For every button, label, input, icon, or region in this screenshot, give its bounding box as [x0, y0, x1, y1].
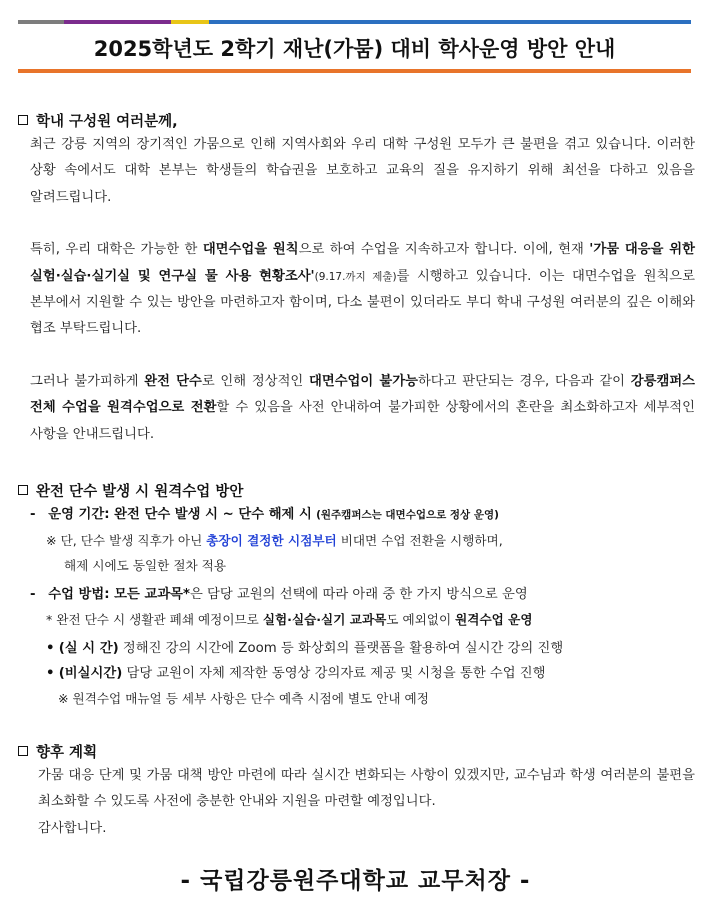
period-note-line-2: 해제 시에도 동일한 절차 적용: [64, 558, 226, 574]
top-bar-segment-gray: [18, 20, 64, 24]
top-bar-segment-yellow: [171, 20, 209, 24]
checkbox-square-icon: [18, 485, 28, 495]
text-run: 하다고 판단되는 경우, 다음과 같이: [417, 373, 631, 389]
section-heading-text: 학내 구성원 여러분께,: [36, 113, 178, 130]
highlight-blue-text: 총장이 결정한 시점부터: [206, 533, 337, 549]
bold-text: 원격수업 운영: [455, 612, 533, 628]
text-run: 특히, 우리 대학은 가능한 한: [30, 242, 203, 258]
section-heading-greeting: [18, 108, 696, 132]
method-note-line: [46, 607, 696, 632]
method-item-non-realtime: [46, 661, 696, 686]
method-item-label: (비실시간): [58, 666, 123, 682]
paragraph-future-plan: 가뭄 대응 단계 및 가뭄 대책 방안 마련에 따라 실시간 변화되는 사항이 있겠지만, 교수님과 학생 여러분의 불편을 최소화할 수 있도록 사전에 충분한 안내와 지원을 마련할 예정입니다.: [38, 768, 695, 810]
bold-text: 완전 단수: [144, 373, 202, 389]
checkbox-square-icon: [18, 746, 28, 756]
text-run: 비대면 수업 전환을 시행하며,: [336, 533, 503, 549]
class-method-label: 수업 방법: 모든 교과목*: [48, 587, 190, 603]
manual-note-line: ※ 원격수업 매뉴얼 등 세부 사항은 단수 예측 시점에 별도 안내 예정: [58, 691, 429, 707]
text-run: 으로 하여 수업을 지속하고자 합니다. 이에, 현재: [298, 242, 590, 258]
period-note-line: [46, 528, 696, 553]
text-run: 를 시행하고 있습니다. 이는 대면수업을 원칙으로 본부에서 지원할 수 있는 방안을 마련하고자 함이며, 다소 불편이 있더라도 부디 학내 구성원 여러분의 깊은 이해와 협조 부탁드립니다.: [30, 268, 695, 337]
text-run: 그러나 불가피하게: [30, 373, 145, 389]
operation-period-line: [30, 502, 696, 528]
method-item-realtime: [46, 636, 696, 661]
paragraph-face-to-face: [30, 237, 695, 343]
top-bar-segment-purple: [64, 20, 171, 24]
class-method-line: [30, 582, 696, 607]
dash-bullet: -: [30, 507, 36, 523]
survey-title-bold: '가뭄 대응을 위한 실험·실습·실기실 및 연구실 물 사용 현황조사': [30, 242, 696, 284]
text-run: 로 인해 정상적인: [201, 373, 310, 389]
note-mark: ※: [46, 533, 57, 549]
method-item-text: 담당 교원이 자체 제작한 동영상 강의자료 제공 및 시청을 통한 수업 진행: [122, 666, 546, 682]
dash-bullet: -: [30, 587, 36, 603]
section-heading-remote-plan: [18, 478, 696, 502]
section-heading-future-plan: [18, 739, 696, 763]
checkbox-square-icon: [18, 115, 28, 125]
header-bottom-color-bar: [18, 69, 691, 73]
top-bar-segment-blue: [209, 20, 691, 24]
deadline-note: (9.17.까지 제출): [314, 270, 397, 283]
bold-text: 대면수업이 불가능: [309, 373, 418, 389]
page-title: 2025학년도 2학기 재난(가뭄) 대비 학사운영 방안 안내: [93, 37, 616, 61]
section-heading-text: 완전 단수 발생 시 원격수업 방안: [36, 483, 244, 500]
paragraph-remote-conversion: [30, 369, 695, 448]
header-top-color-bar: [18, 20, 691, 24]
bold-text: 강릉캠퍼스 전체 수업을 원격수업으로 전환: [30, 373, 696, 416]
document-body: [18, 108, 696, 842]
title-box: [18, 26, 691, 70]
text-run: 할 수 있음을 사전 안내하여 불가피한 상황에서의 혼란을 최소화하고자 세부적인 사항을 안내드립니다.: [30, 400, 695, 442]
operation-period-label: 운영 기간: 완전 단수 발생 시 ~ 단수 해제 시: [48, 507, 312, 523]
wonju-campus-note: (원주캠퍼스는 대면수업으로 정상 운영): [316, 509, 499, 522]
text-run: 은 담당 교원의 선택에 따라 아래 중 한 가지 방식으로 운영: [189, 587, 528, 603]
paragraph-thanks: 감사합니다.: [38, 820, 107, 836]
bold-text: 실험·실습·실기 교과목: [262, 612, 387, 628]
text-run: 단, 단수 발생 직후가 아닌: [60, 533, 207, 549]
method-item-text: 정해진 강의 시간에 Zoom 등 화상회의 플랫폼을 활용하여 실시간 강의 진행: [118, 641, 564, 657]
bold-text: 대면수업을 원칙: [202, 242, 299, 258]
signature: - 국립강릉원주대학교 교무처장 -: [180, 868, 531, 894]
section-heading-text: 향후 계획: [36, 744, 98, 761]
paragraph-intro: 최근 강릉 지역의 장기적인 가뭄으로 인해 지역사회와 우리 대학 구성원 모두가 큰 불편을 겪고 있습니다. 이러한 상황 속에서도 대학 본부는 학생들의 학습권을 보호하고 교육의 질을 유지하기 위해 최선을 다하고 있음을 알려드립니다.: [30, 137, 695, 205]
method-item-label: (실 시 간): [58, 641, 119, 657]
text-run: 도 예외없이: [386, 612, 456, 628]
note-mark: *: [46, 612, 53, 628]
bullet-dot: •: [46, 666, 55, 682]
bullet-dot: •: [46, 641, 55, 657]
text-run: 완전 단수 시 생활관 폐쇄 예정이므로: [56, 612, 263, 628]
